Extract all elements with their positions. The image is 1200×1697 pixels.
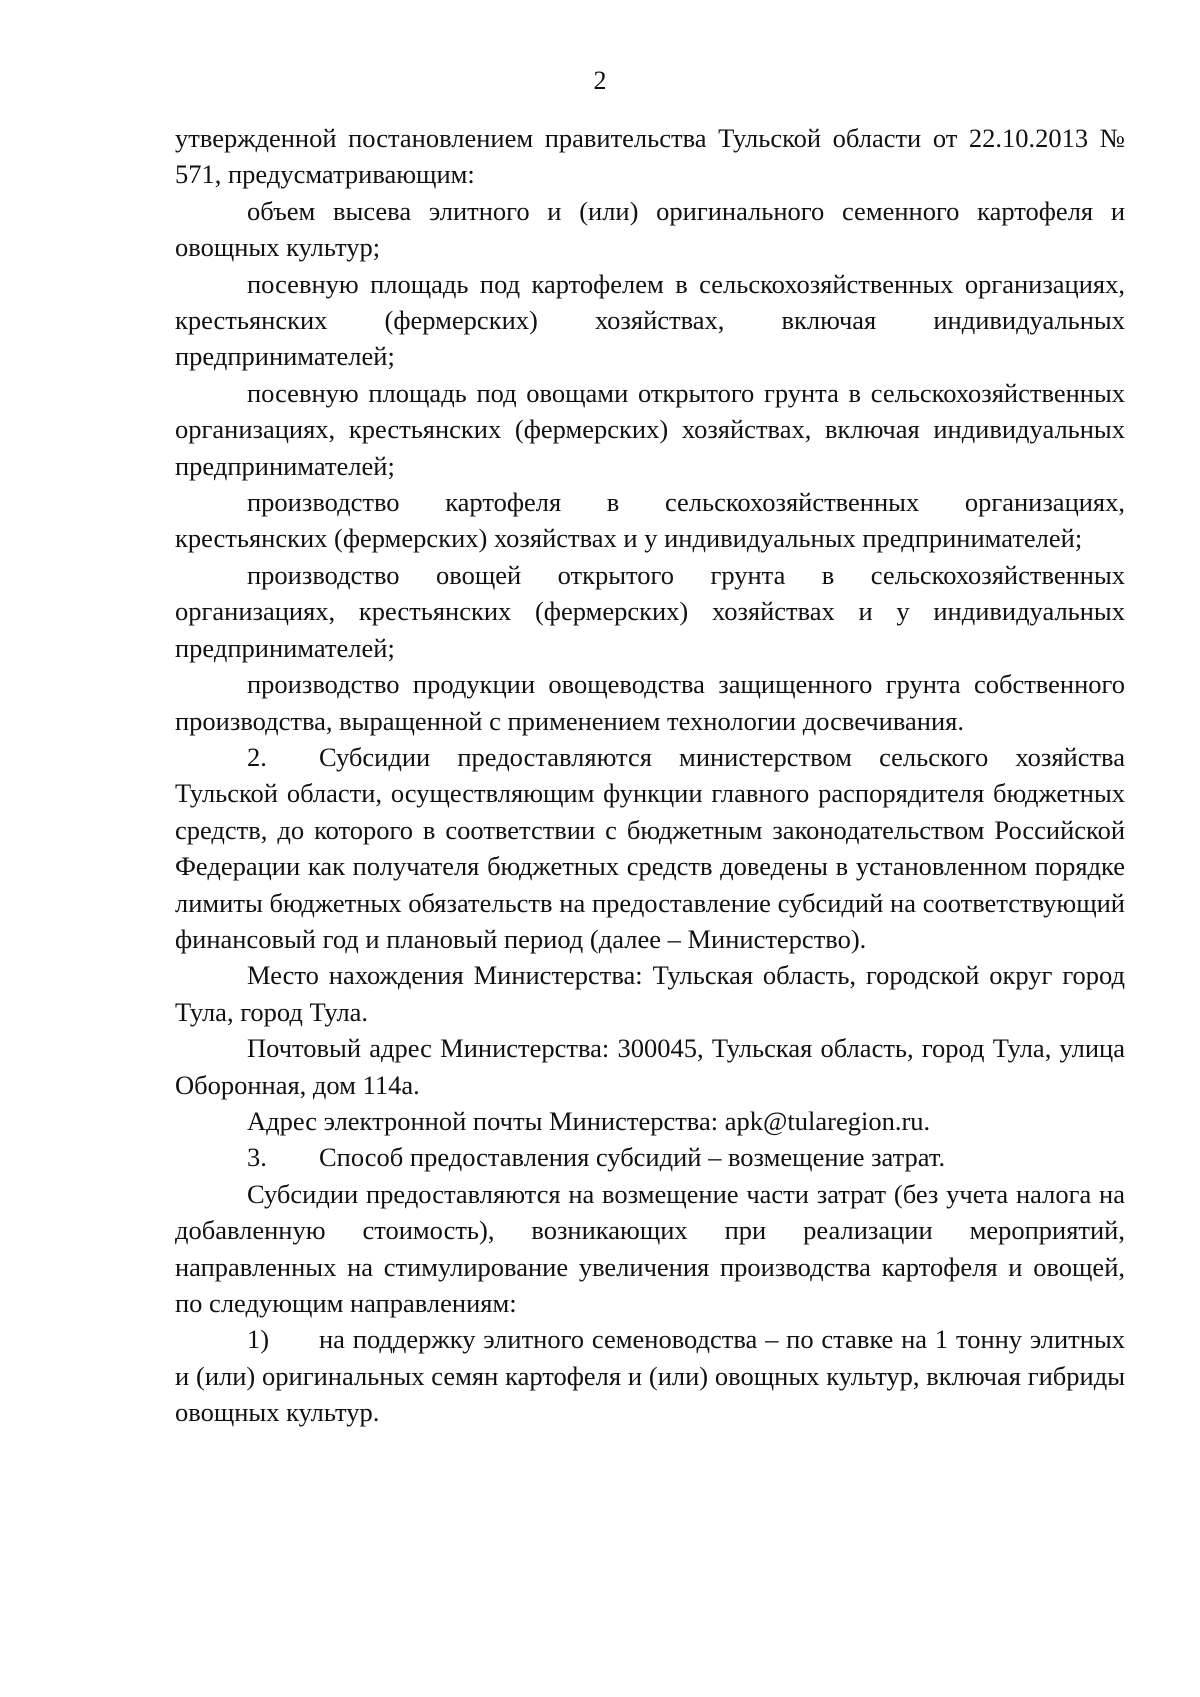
document-body	[175, 120, 1125, 1431]
paragraph	[175, 666, 1125, 739]
paragraph	[175, 1139, 1125, 1175]
paragraph-text: производство продукции овощеводства защищенного грунта собственного производства, выращенной с применением технологии досвечивания.	[175, 669, 1125, 736]
paragraph	[175, 484, 1125, 557]
paragraph-text: посевную площадь под овощами открытого грунта в сельскохозяйственных организациях, крестьянских (фермерских) хозяйствах, включая индивидуальных предпринимателей;	[175, 377, 1125, 481]
paragraph-text: Место нахождения Министерства: Тульская область, городской округ город Тула, город Тула.	[175, 960, 1125, 1027]
paragraph	[175, 557, 1125, 666]
paragraph	[175, 1103, 1125, 1139]
paragraph	[175, 957, 1125, 1030]
paragraph-text: объем высева элитного и (или) оригинального семенного картофеля и овощных культур;	[175, 195, 1125, 263]
item-number: 2.	[247, 741, 267, 772]
paragraph-text: Адрес электронной почты Министерства: apk@tularegion.ru.	[247, 1105, 931, 1136]
item-number: 3.	[247, 1142, 267, 1173]
paragraph-text: производство картофеля в сельскохозяйственных организациях, крестьянских (фермерских) хозяйствах и у индивидуальных предпринимателей;	[175, 487, 1125, 554]
item-number: 1)	[247, 1324, 270, 1355]
paragraph	[175, 739, 1125, 957]
paragraph	[175, 1030, 1125, 1103]
paragraph	[175, 120, 1125, 193]
paragraph	[175, 1176, 1125, 1322]
page-number: 2	[593, 66, 607, 95]
paragraph	[175, 375, 1125, 484]
paragraph-text: производство овощей открытого грунта в сельскохозяйственных организациях, крестьянских (фермерских) хозяйствах и у индивидуальных предпринимателей;	[175, 559, 1125, 663]
paragraph-text: Субсидии предоставляются министерством сельского хозяйства Тульской области, осуществляющим функции главного распорядителя бюджетных средств, до которого в соответствии с бюджетным законодательством Российской Федерации как получателя бюджетных средств доведены в установленном порядке лимиты бюджетных обязательств на предоставление субсидий на соответствующий финансовый год и плановый период (далее – Министерство).	[175, 741, 1125, 954]
paragraph	[175, 1321, 1125, 1430]
paragraph-text: Почтовый адрес Министерства: 300045, Тульская область, город Тула, улица Оборонная, дом 114а.	[175, 1033, 1125, 1100]
paragraph-text: Субсидии предоставляются на возмещение части затрат (без учета налога на добавленную стоимость), возникающих при реализации мероприятий, направленных на стимулирование увеличения производства картофеля и овощей, по следующим направлениям:	[175, 1178, 1125, 1318]
paragraph	[175, 266, 1125, 375]
paragraph	[175, 193, 1125, 266]
paragraph-text: посевную площадь под картофелем в сельскохозяйственных организациях, крестьянских (фермерских) хозяйствах, включая индивидуальных предпринимателей;	[175, 268, 1125, 372]
paragraph-text: Способ предоставления субсидий – возмещение затрат.	[319, 1142, 946, 1173]
paragraph-text: утвержденной постановлением правительства Тульской области от 22.10.2013 № 571, предусматривающим:	[175, 123, 1125, 190]
paragraph-text: на поддержку элитного семеноводства – по ставке на 1 тонну элитных и (или) оригинальных семян картофеля и (или) овощных культур, включая гибриды овощных культур.	[175, 1324, 1125, 1428]
